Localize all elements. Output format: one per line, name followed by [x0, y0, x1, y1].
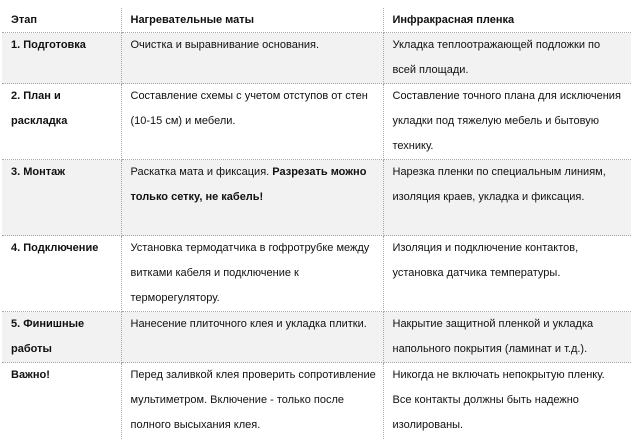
infrared-film-cell: Составление точного плана для исключения укладки под тяжелую мебель и бытовую технику. — [383, 84, 631, 160]
heating-mats-cell: Очистка и выравнивание основания. — [121, 33, 383, 84]
stage-cell: 4. Подключение — [2, 236, 121, 312]
heating-mats-cell — [121, 160, 383, 236]
heating-mats-cell: Установка термодатчика в гофротрубке между витками кабеля и подключение к терморегулятору. — [121, 236, 383, 312]
stage-cell: 2. План и раскладка — [2, 84, 121, 160]
infrared-film-cell: Нарезка пленки по специальным линиям, изоляция краев, укладка и фиксация. — [383, 160, 631, 236]
heating-mats-cell: Перед заливкой клея проверить сопротивление мультиметром. Включение - только после полного высыхания клея. — [121, 363, 383, 439]
stage-cell: 5. Финишные работы — [2, 312, 121, 363]
header-infrared-film: Инфракрасная пленка — [383, 8, 631, 33]
header-heating-mats: Нагревательные маты — [121, 8, 383, 33]
stage-cell: Важно! — [2, 363, 121, 439]
stage-cell: 1. Подготовка — [2, 33, 121, 84]
heating-mats-cell: Нанесение плиточного клея и укладка плитки. — [121, 312, 383, 363]
infrared-film-cell: Изоляция и подключение контактов, установка датчика температуры. — [383, 236, 631, 312]
comparison-table — [2, 8, 631, 439]
table-row — [2, 363, 631, 439]
table-row — [2, 33, 631, 84]
infrared-film-cell: Накрытие защитной пленкой и укладка напольного покрытия (ламинат и т.д.). — [383, 312, 631, 363]
table-row — [2, 84, 631, 160]
table-header-row — [2, 8, 631, 33]
table-row — [2, 236, 631, 312]
mats-text: Раскатка мата и фиксация. — [130, 166, 270, 178]
stage-cell: 3. Монтаж — [2, 160, 121, 236]
infrared-film-cell: Укладка теплоотражающей подложки по всей площади. — [383, 33, 631, 84]
heating-mats-cell: Составление схемы с учетом отступов от стен (10-15 см) и мебели. — [121, 84, 383, 160]
table-row — [2, 312, 631, 363]
infrared-film-cell: Никогда не включать непокрытую пленку. Все контакты должны быть надежно изолированы. — [383, 363, 631, 439]
mats-warning-text: Разрезать можно только сетку, не кабель! — [130, 166, 367, 203]
table-row — [2, 160, 631, 236]
header-stage: Этап — [2, 8, 121, 33]
